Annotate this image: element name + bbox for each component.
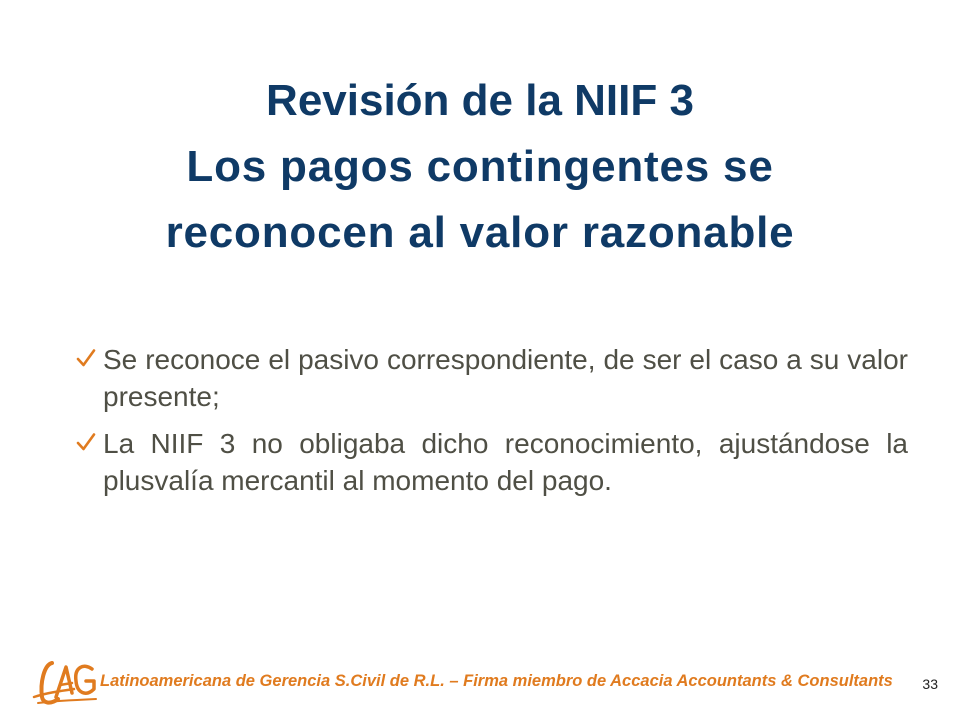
lag-logo	[30, 653, 100, 709]
title-line-3: reconocen al valor razonable	[165, 208, 795, 257]
title-line-2: Los pagos contingentes se	[186, 142, 774, 191]
bullet-text: La NIIF 3 no obligaba dicho reconocimiento, ajustándose la plusvalía mercantil al momento del pago.	[103, 428, 908, 496]
bullet-item	[76, 341, 908, 415]
bullet-list	[76, 341, 908, 509]
bullet-item	[76, 425, 908, 499]
page-number: 33	[922, 676, 938, 692]
footer-text: Latinoamericana de Gerencia S.Civil de R.L. – Firma miembro de Accacia Accountants & Consultants	[100, 672, 893, 690]
slide-title	[60, 68, 900, 266]
checkmark-icon	[76, 348, 96, 368]
bullet-text: Se reconoce el pasivo correspondiente, de ser el caso a su valor presente;	[103, 344, 908, 412]
title-line-1: Revisión de la NIIF 3	[266, 76, 694, 125]
checkmark-icon	[76, 432, 96, 452]
